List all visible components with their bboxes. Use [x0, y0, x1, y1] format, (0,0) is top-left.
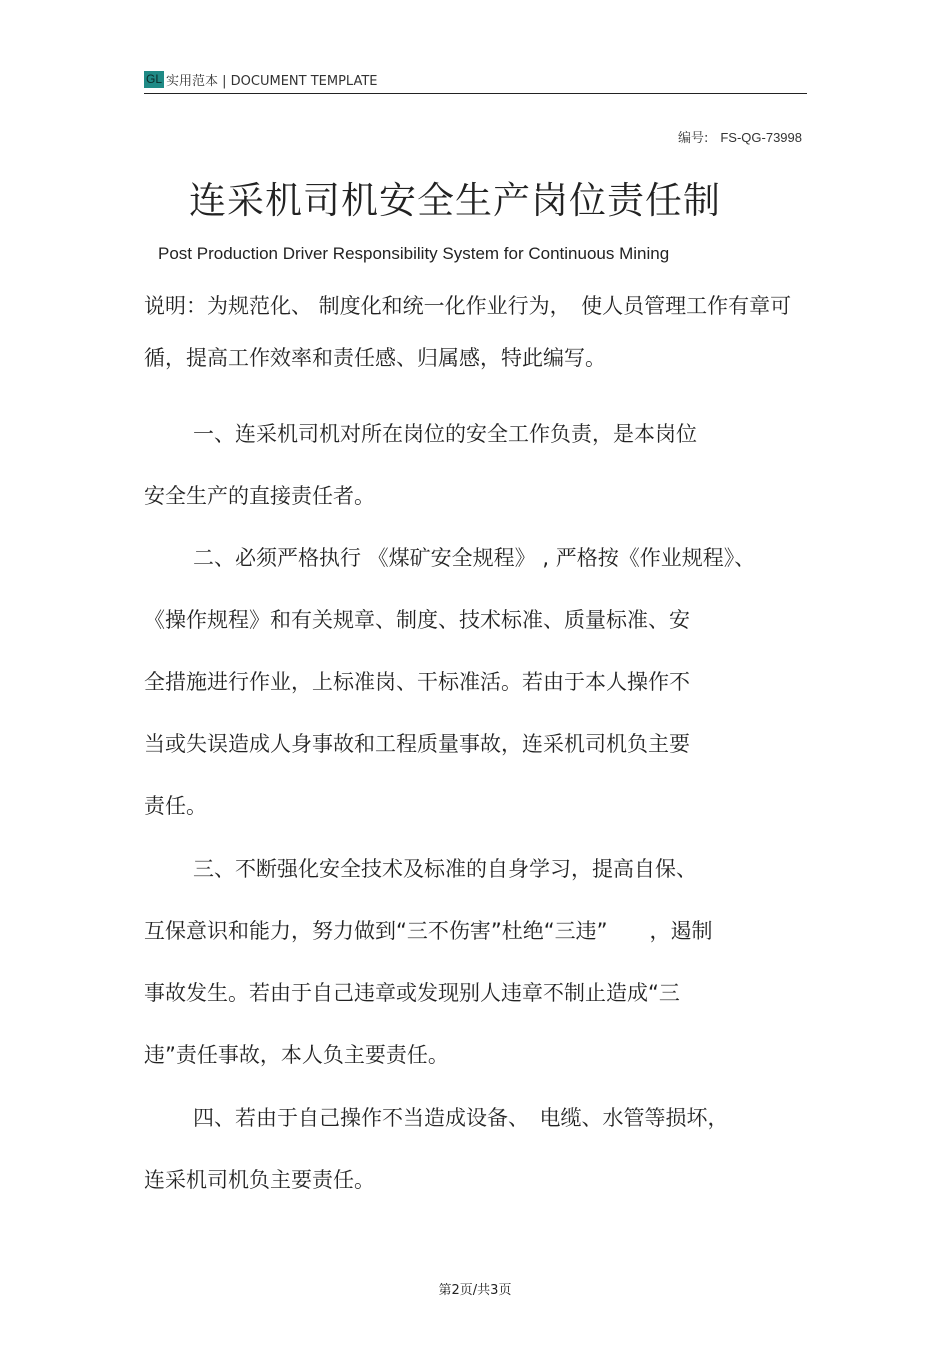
document-title: 连采机司机安全生产岗位责任制 — [189, 179, 721, 222]
page-number: 第2页/共3页 — [438, 1283, 512, 1298]
body-line: 循，提高工作效率和责任感、归属感，特此编写。 — [144, 346, 606, 370]
document-subtitle: Post Production Driver Responsibility System for Continuous Mining — [158, 244, 670, 263]
body-line: 安全生产的直接责任者。 — [144, 484, 375, 508]
body-line: 一、连采机司机对所在岗位的安全工作负责，是本岗位 — [193, 422, 697, 446]
body-line: 全措施进行作业，上标准岗、干标准活。若由于本人操作不 — [144, 670, 690, 694]
body-line: 违”责任事故，本人负主要责任。 — [144, 1043, 449, 1067]
header-text: 实用范本 | DOCUMENT TEMPLATE — [166, 74, 378, 89]
body-line: 四、若由于自己操作不当造成设备、 电缆、水管等损坏， — [193, 1106, 729, 1130]
body-line: 三、不断强化安全技术及标准的自身学习，提高自保、 — [193, 857, 697, 881]
body-line: 当或失误造成人身事故和工程质量事故，连采机司机负主要 — [144, 732, 690, 756]
body-line: 说明：为规范化、 制度化和统一化作业行为， 使人员管理工作有章可 — [144, 294, 792, 318]
document-code — [678, 127, 802, 146]
header-divider — [144, 93, 807, 94]
body-line: 事故发生。若由于自己违章或发现别人违章不制止造成“三 — [144, 981, 680, 1005]
gl-logo: GL — [146, 72, 163, 86]
body-line: 互保意识和能力，努力做到“三不伤害”杜绝“三违” ，遏制 — [144, 919, 713, 943]
body-line: 《操作规程》和有关规章、制度、技术标准、质量标准、安 — [144, 608, 690, 632]
document-code-label: 编号: — [677, 131, 709, 146]
body-line: 连采机司机负主要责任。 — [144, 1168, 375, 1192]
body-line: 二、必须严格执行 《煤矿安全规程》 , 严格按《作业规程》、 — [193, 546, 756, 570]
body-line: 责任。 — [144, 794, 207, 818]
document-code-value: FS-QG-73998 — [720, 130, 802, 145]
document-header — [144, 70, 378, 89]
